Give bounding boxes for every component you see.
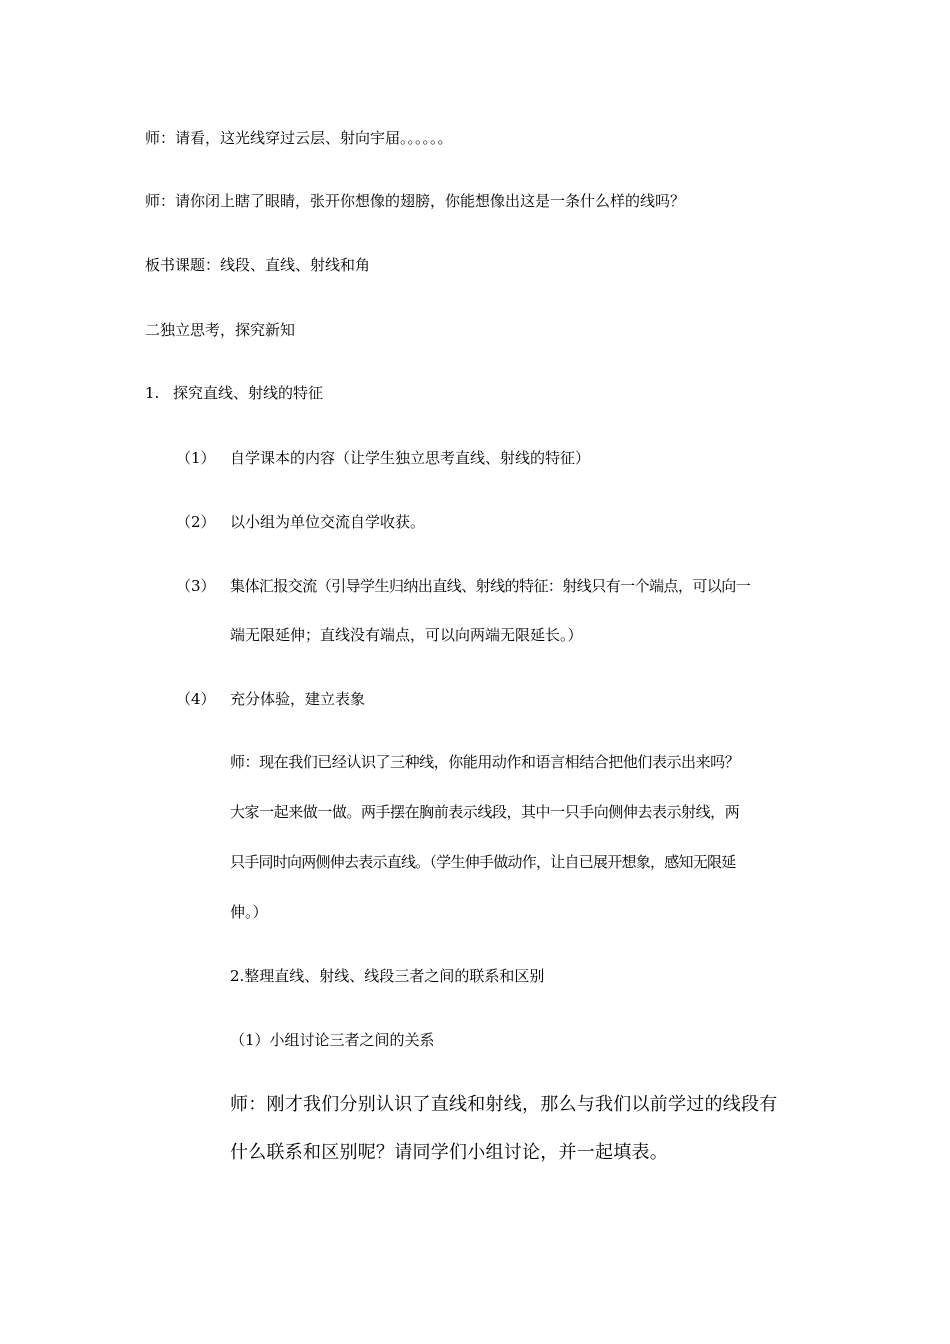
sub-item-2 [176,512,425,532]
sub-item-text: 自学课本的内容（让学生独立思考直线、射线的特征） [230,449,591,467]
paragraph-teacher-discuss-2: 什么联系和区别呢？请同学们小组讨论，并一起填表。 [230,1142,668,1163]
sub-heading-group-discuss: （1）小组讨论三者之间的关系 [230,1031,435,1049]
sub-item-3 [176,576,750,596]
paragraph-teacher-discuss-1: 师：刚才我们分别认识了直线和射线，那么与我们以前学过的线段有 [230,1094,778,1115]
paragraph-teacher-gesture-2: 大家一起来做一做。两手摆在胸前表示线段，其中一只手向侧伸去表示射线，两 [230,803,740,821]
item-text: 探究直线、射线的特征 [173,384,324,402]
paragraph-teacher-gesture-1: 师：现在我们已经认识了三种线，你能用动作和语言相结合把他们表示出来吗？ [230,753,740,771]
sub-item-text: 以小组为单位交流自学收获。 [230,513,426,531]
sub-item-text: 充分体验，建立表象 [230,690,366,708]
sub-item-4 [176,689,365,709]
paragraph-teacher-imagine: 师：请你闭上瞎了眼睛，张开你想像的翅膀，你能想像出这是一条什么样的线吗？ [145,192,686,210]
sub-item-3-continuation: 端无限延伸；直线没有端点，可以向两端无限延长。） [230,626,583,644]
paragraph-teacher-gesture-3: 只手同时向两侧伸去表示直线。（学生伸手做动作，让自已展开想象，感知无限延 [230,853,736,871]
section-heading-organize: 2.整理直线、射线、线段三者之间的联系和区别 [230,967,545,985]
paragraph-teacher-gesture-4: 伸。） [230,903,268,921]
paragraph-board-title: 板书课题：线段、直线、射线和角 [145,256,371,274]
sub-item-text: 集体汇报交流（引导学生归纳出直线、射线的特征：射线只有一个端点，可以向一 [230,577,751,595]
paragraph-teacher-light: 师：请看，这光线穿过云层、射向宇届。。。。。。 [145,129,453,147]
item-number: 1. [145,384,160,402]
sub-item-1 [176,448,590,468]
sub-item-number: （4） [176,690,216,708]
section-heading-explore: 二独立思考，探究新知 [145,321,296,339]
numbered-item-1 [145,383,323,403]
sub-item-number: （2） [176,513,216,531]
sub-item-number: （3） [176,577,216,595]
sub-item-number: （1） [176,449,216,467]
